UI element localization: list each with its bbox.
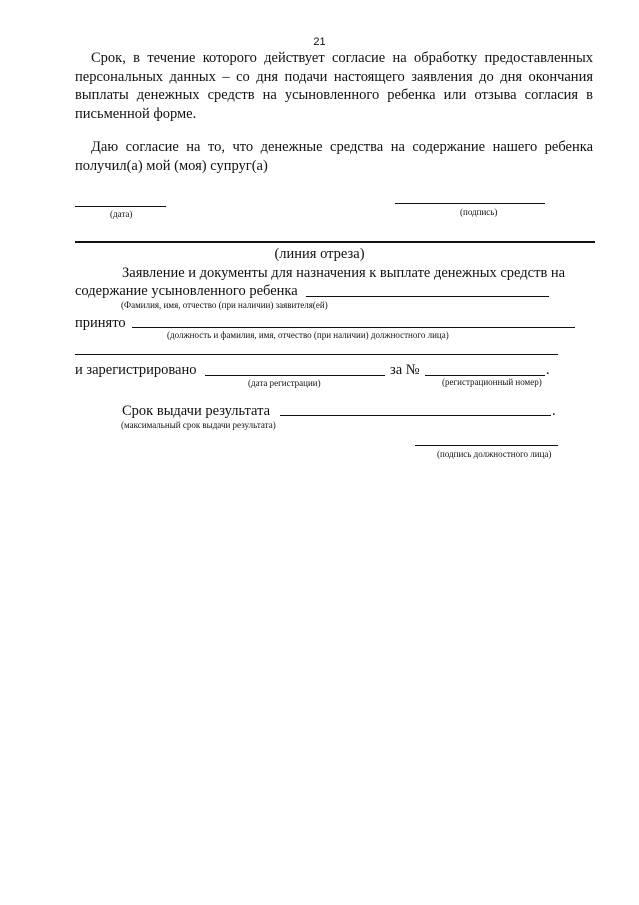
cut-line xyxy=(75,241,595,243)
deadline-label: Срок выдачи результата xyxy=(122,403,271,419)
deadline-caption: (максимальный срок выдачи результата) xyxy=(121,420,276,430)
spouse-consent-paragraph: Даю согласие на то, что денежные средства на содержание нашего ребенка получил(а) мой (моя) супруг(а) xyxy=(75,139,593,174)
signature-caption: (подпись) xyxy=(460,207,498,217)
registration-date-line xyxy=(205,375,385,376)
applicant-caption: (Фамилия, имя, отчество (при наличии) заявителя(ей) xyxy=(121,300,328,310)
registration-date-caption: (дата регистрации) xyxy=(248,378,321,388)
official-caption: (должность и фамилия, имя, отчество (при наличии) должностного лица) xyxy=(167,330,449,340)
applicant-line xyxy=(306,296,549,297)
statement-line-1: Заявление и документы для назначения к выплате денежных средств на xyxy=(122,265,566,281)
registration-period: . xyxy=(546,362,550,378)
signature-line xyxy=(395,203,545,204)
accepted-label: принято xyxy=(75,315,126,331)
consent-duration-paragraph: Срок, в течение которого действует согласие на обработку предоставленных персональных данных – со дня подачи настоящего заявления до дня окончания выплаты денежных средств на усыновленного ребенка или отзыва согласия в письменной форме. xyxy=(75,50,593,122)
official-line xyxy=(132,327,575,328)
deadline-line xyxy=(280,415,551,416)
date-caption: (дата) xyxy=(110,209,133,219)
official-continuation-line xyxy=(75,354,558,355)
registration-number-caption: (регистрационный номер) xyxy=(442,377,542,387)
date-line xyxy=(75,206,166,207)
official-signature-caption: (подпись должностного лица) xyxy=(437,449,552,459)
cut-line-label: (линия отреза) xyxy=(274,246,365,262)
registration-number-line xyxy=(425,375,545,376)
statement-line-2: содержание усыновленного ребенка xyxy=(75,283,298,299)
number-label: за № xyxy=(390,362,420,378)
page-number: 21 xyxy=(313,36,326,48)
official-signature-line xyxy=(415,445,558,446)
registered-label: и зарегистрировано xyxy=(75,362,197,378)
deadline-period: . xyxy=(552,403,556,419)
